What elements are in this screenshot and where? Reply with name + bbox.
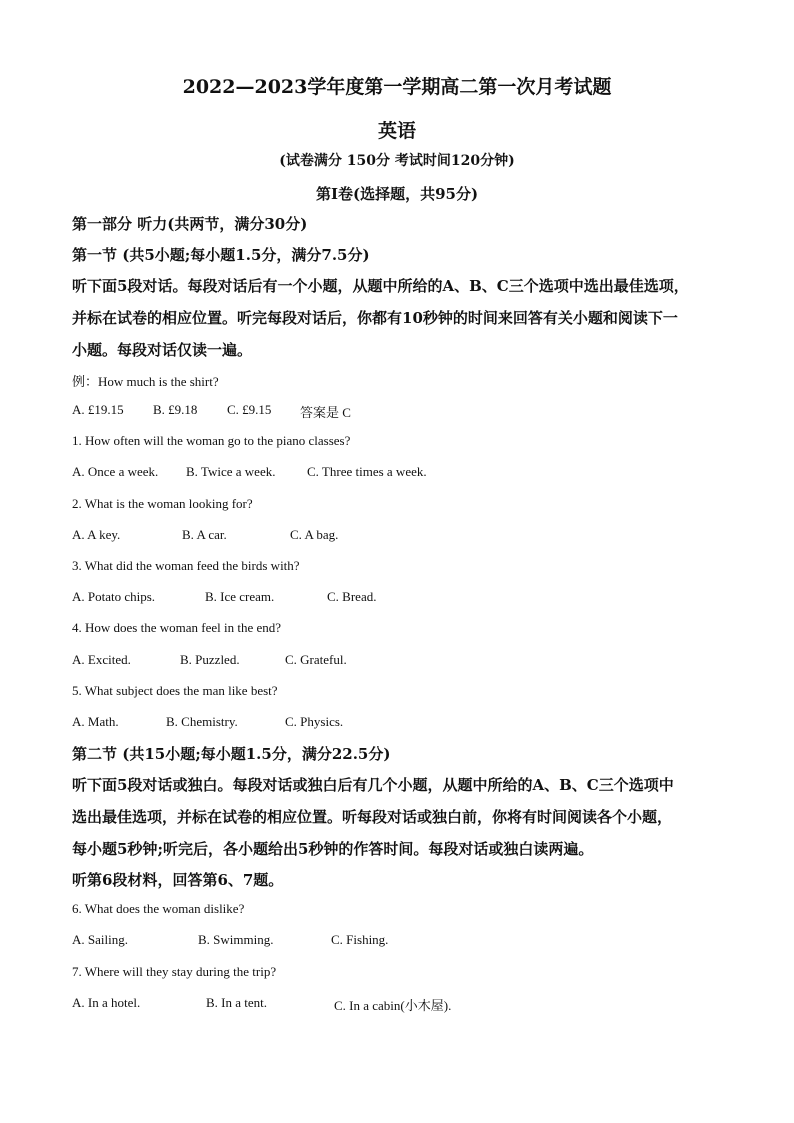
q4-option-b: B. Puzzled. bbox=[180, 652, 240, 667]
q3-option-a: A. Potato chips. bbox=[72, 589, 156, 604]
example-question: 例：How much is the shirt? bbox=[72, 374, 219, 389]
example-option-c: C. £9.15 bbox=[227, 402, 272, 417]
q6-option-a: A. Sailing. bbox=[72, 932, 128, 947]
q1-option-b: B. Twice a week. bbox=[186, 464, 276, 479]
question-1: 1. How often will the woman go to the piano classes? bbox=[72, 433, 351, 448]
q2-option-b: B. A car. bbox=[182, 527, 227, 542]
q5-option-c: C. Physics. bbox=[285, 714, 344, 729]
question-6: 6. What does the woman dislike? bbox=[72, 901, 245, 916]
section2-heading: 第二节 (共15小题;每小题1.5分，满分22.5分) bbox=[72, 745, 391, 763]
q6-option-b: B. Swimming. bbox=[198, 932, 274, 947]
q7-option-a: A. In a hotel. bbox=[72, 995, 141, 1010]
question-7: 7. Where will they stay during the trip? bbox=[72, 964, 277, 979]
question-3: 3. What did the woman feed the birds with? bbox=[72, 558, 300, 573]
q3-option-b: B. Ice cream. bbox=[205, 589, 275, 604]
q3-option-c: C. Bread. bbox=[327, 589, 377, 604]
example-option-a: A. £19.15 bbox=[72, 402, 124, 417]
q4-option-a: A. Excited. bbox=[72, 652, 131, 667]
q2-option-a: A. A key. bbox=[72, 527, 121, 542]
q1-option-a: A. Once a week. bbox=[72, 464, 159, 479]
q6-option-c: C. Fishing. bbox=[331, 932, 389, 947]
section1-instruction-line: 小题。每段对话仅读一遍。 bbox=[72, 341, 253, 359]
question-5: 5. What subject does the man like best? bbox=[72, 683, 278, 698]
q7-option-c: C. In a cabin(小木屋). bbox=[334, 998, 452, 1013]
section1-instruction-line: 并标在试卷的相应位置。听完每段对话后，你都有10秒钟的时间来回答有关小题和阅读下一 bbox=[72, 309, 678, 327]
q1-option-c: C. Three times a week. bbox=[307, 464, 427, 479]
question-2: 2. What is the woman looking for? bbox=[72, 496, 253, 511]
exam-note: (试卷满分 150分 考试时间120分钟) bbox=[279, 153, 515, 169]
q5-option-b: B. Chemistry. bbox=[166, 714, 238, 729]
example-answer: 答案是 C bbox=[300, 405, 351, 420]
volume-title: 第Ⅰ卷(选择题，共95分) bbox=[315, 185, 479, 203]
part1-heading: 第一部分 听力(共两节，满分30分) bbox=[72, 215, 308, 233]
q2-option-c: C. A bag. bbox=[290, 527, 339, 542]
section1-heading: 第一节 (共5小题;每小题1.5分，满分7.5分) bbox=[72, 246, 370, 264]
q5-option-a: A. Math. bbox=[72, 714, 119, 729]
exam-title: 2022—2023学年度第一学期高二第一次月考试题 bbox=[182, 76, 612, 98]
section2-instruction-line: 选出最佳选项，并标在试卷的相应位置。听每段对话或独白前，你将有时间阅读各个小题， bbox=[72, 808, 673, 826]
section1-instruction-line: 听下面5段对话。每段对话后有一个小题，从题中所给的A、B、C三个选项中选出最佳选项， bbox=[72, 277, 689, 295]
q7-option-b: B. In a tent. bbox=[206, 995, 268, 1010]
section2-instruction-line: 听下面5段对话或独白。每段对话或独白后有几个小题，从题中所给的A、B、C三个选项中 bbox=[72, 776, 674, 794]
subject-title: 英语 bbox=[377, 120, 416, 142]
section2-instruction-line: 每小题5秒钟;听完后，各小题给出5秒钟的作答时间。每段对话或独白读两遍。 bbox=[72, 840, 594, 858]
question-4: 4. How does the woman feel in the end? bbox=[72, 620, 282, 635]
q4-option-c: C. Grateful. bbox=[285, 652, 347, 667]
example-option-b: B. £9.18 bbox=[153, 402, 198, 417]
material-heading: 听第6段材料，回答第6、7题。 bbox=[72, 871, 284, 889]
